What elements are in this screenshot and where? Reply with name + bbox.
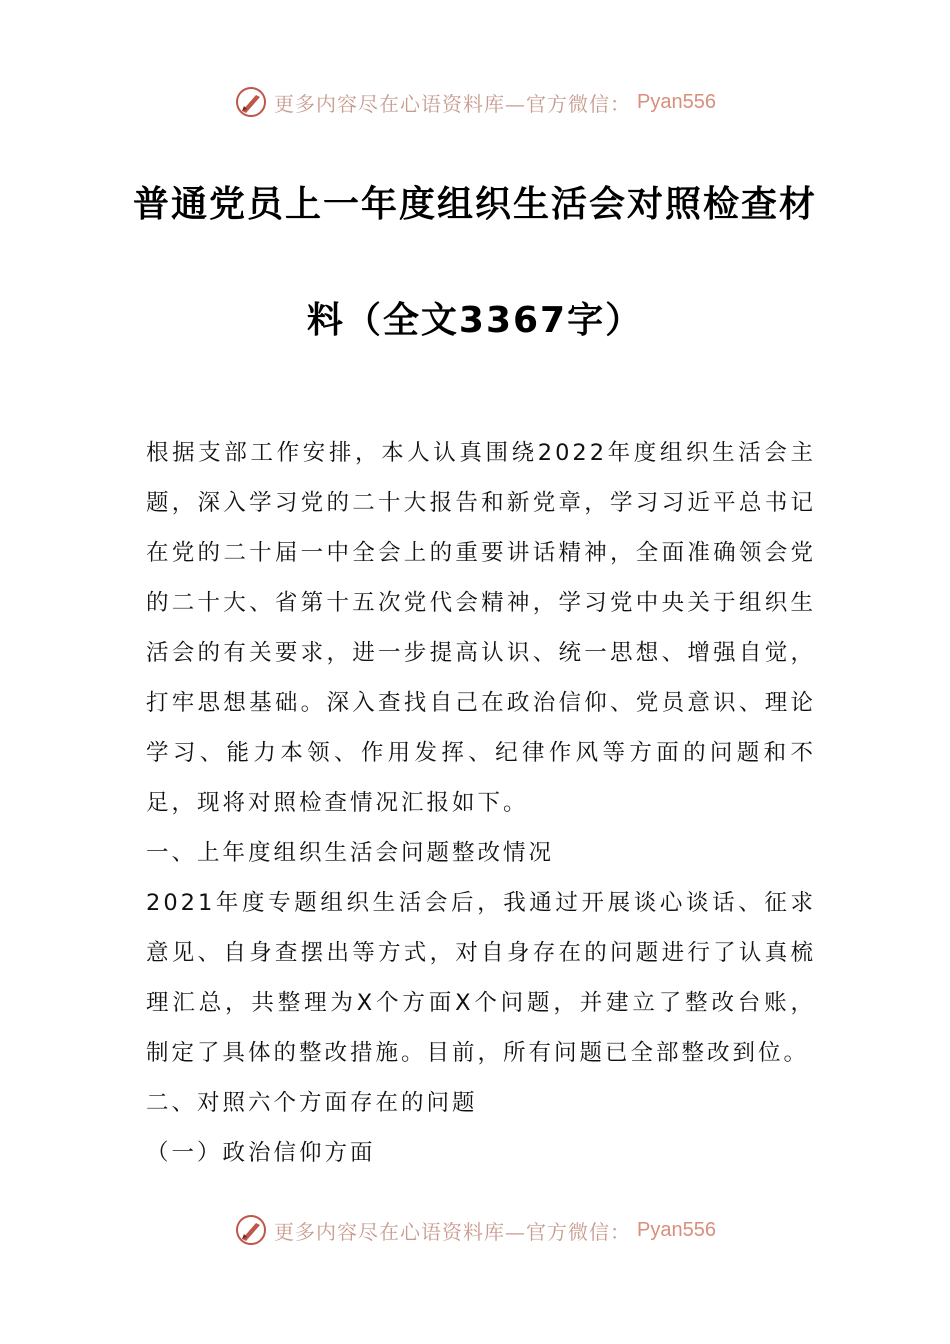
section-heading-2: 二、对照六个方面存在的问题 xyxy=(146,1090,478,1116)
watermark-wechat-id: Pyan556 xyxy=(637,90,716,113)
header-watermark xyxy=(0,82,950,122)
document-title-line-1: 普通党员上一年度组织生活会对照检查材 xyxy=(132,184,817,225)
footer-watermark xyxy=(0,1210,950,1250)
subsection-heading-1: （一）政治信仰方面 xyxy=(146,1140,376,1166)
watermark-text: 更多内容尽在心语资料库—官方微信： xyxy=(274,1219,632,1244)
rectification-paragraph: 2021年度专题组织生活会后，我通过开展谈心谈话、征求意见、自身查摆出等方式，对自身存在的问题进行了认真梳理汇总，共整理为X个方面X个问题，并建立了整改台账，制定了具体的整改措施。目前，所有问题已全部整改到位。 xyxy=(146,890,816,1066)
document-body xyxy=(146,428,816,1178)
section-heading-1: 一、上年度组织生活会问题整改情况 xyxy=(146,840,555,866)
pen-logo-icon xyxy=(234,1213,268,1247)
document-title-line-2: 料（全文3367字） xyxy=(306,300,644,341)
pen-logo-icon xyxy=(234,85,268,119)
intro-paragraph: 根据支部工作安排，本人认真围绕2022年度组织生活会主题，深入学习党的二十大报告和新党章，学习习近平总书记在党的二十届一中全会上的重要讲话精神，全面准确领会党的二十大、省第十五次党代会精神，学习党中央关于组织生活会的有关要求，进一步提高认识、统一思想、增强自觉，打牢思想基础。深入查找自己在政治信仰、党员意识、理论学习、能力本领、作用发挥、纪律作风等方面的问题和不足，现将对照检查情况汇报如下。 xyxy=(146,440,816,816)
watermark-text: 更多内容尽在心语资料库—官方微信： xyxy=(274,91,632,116)
watermark-wechat-id: Pyan556 xyxy=(637,1218,716,1241)
